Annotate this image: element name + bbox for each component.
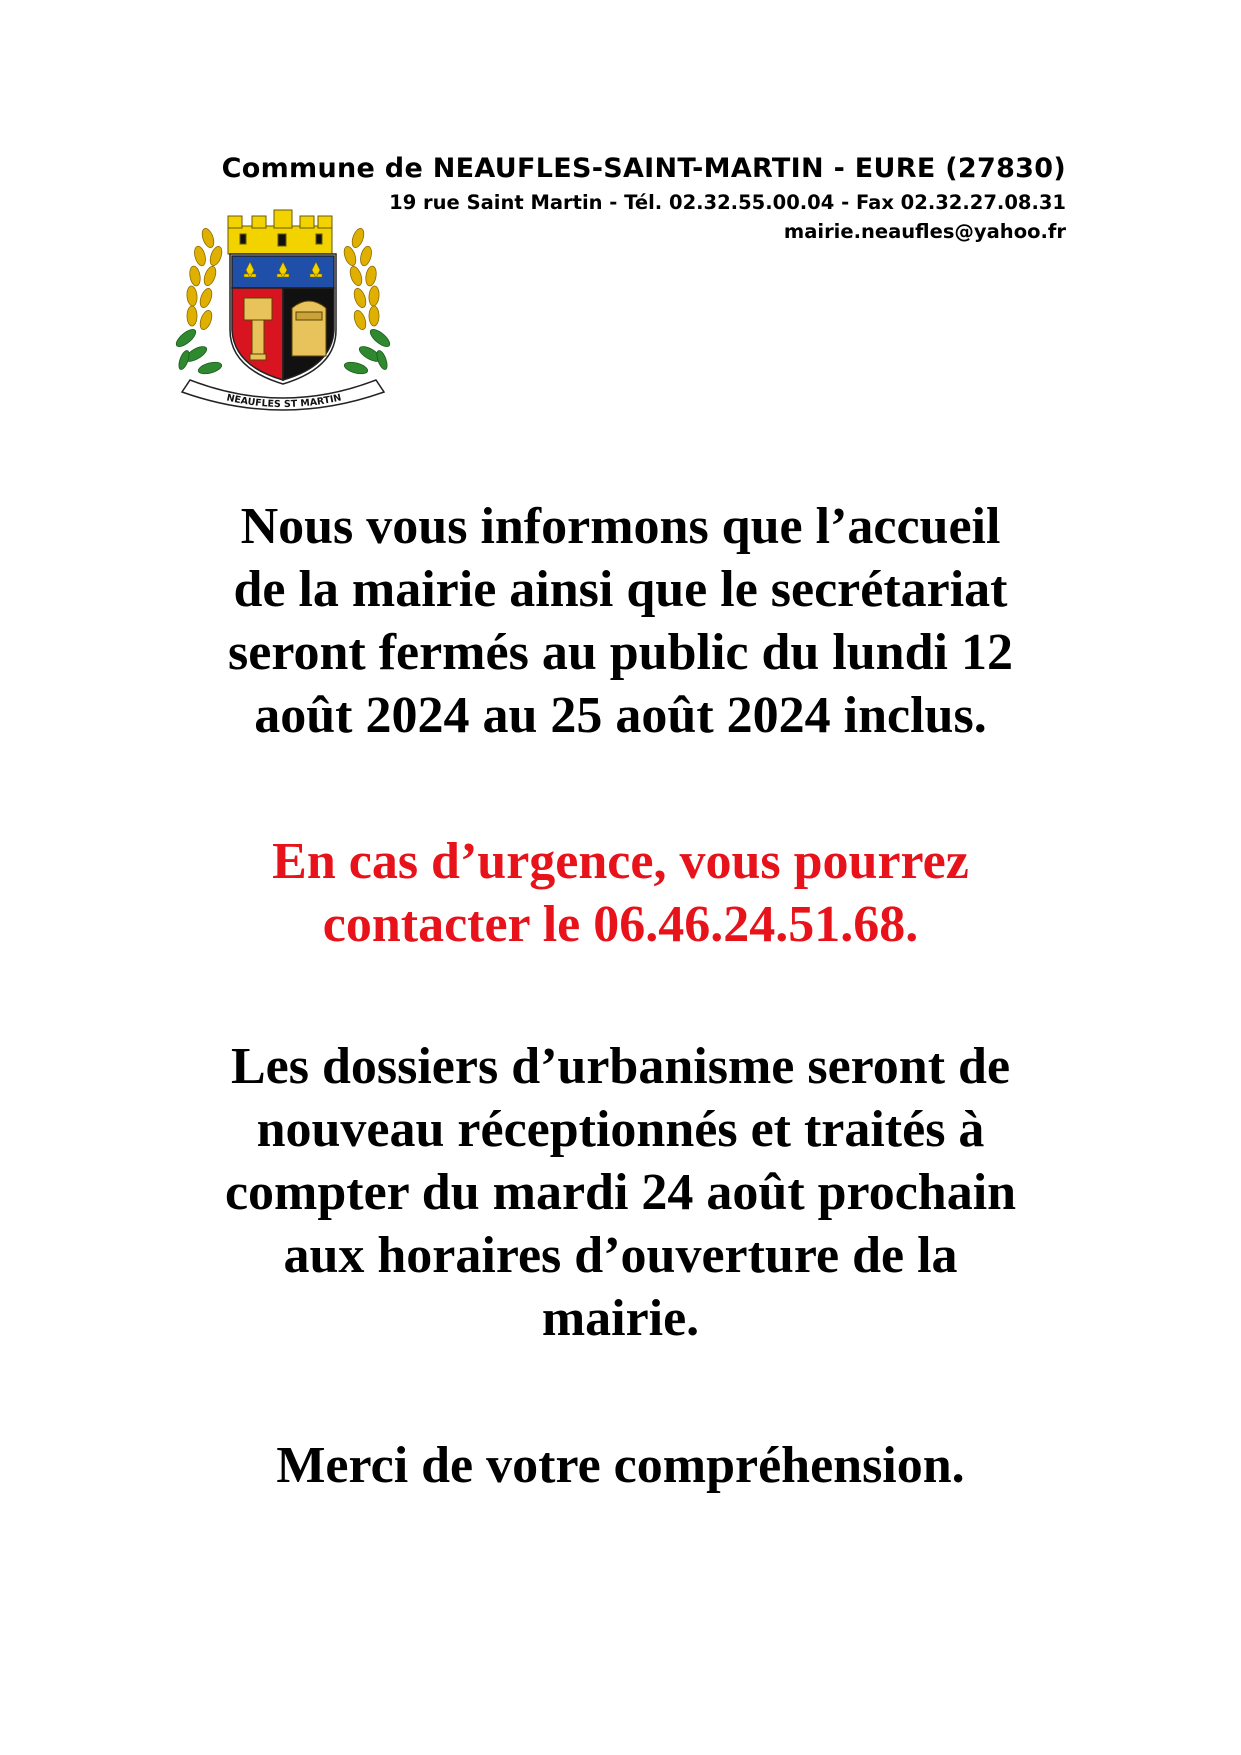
urbanism-notice xyxy=(0,1035,1241,1350)
coat-of-arms-icon xyxy=(170,208,398,420)
building xyxy=(292,301,326,356)
commune-name: Commune de NEAUFLES-SAINT-MARTIN - EURE (27830) xyxy=(221,153,1066,184)
announcement-line: de la mairie ainsi que le secrétariat xyxy=(233,561,1008,618)
announcement-line: seront fermés au public du lundi 12 xyxy=(228,624,1013,681)
urbanism-line: nouveau réceptionnés et traités à xyxy=(256,1101,985,1158)
urbanism-line: aux horaires d’ouverture de la xyxy=(283,1227,958,1284)
urbanism-line: mairie. xyxy=(541,1290,700,1347)
closing-thanks: Merci de votre compréhension. xyxy=(276,1437,965,1494)
crown xyxy=(228,210,332,254)
laurel-left xyxy=(174,326,223,375)
urbanism-line: Les dossiers d’urbanisme seront de xyxy=(230,1038,1011,1095)
emergency-line: contacter le 06.46.24.51.68. xyxy=(322,896,919,953)
wheat-left xyxy=(186,227,224,331)
wheat-right xyxy=(342,227,380,331)
announcement-line: août 2024 au 25 août 2024 inclus. xyxy=(254,687,987,744)
laurel-right xyxy=(343,326,392,375)
urbanism-line: compter du mardi 24 août prochain xyxy=(224,1164,1017,1221)
ribbon-label: NEAUFLES ST MARTIN xyxy=(225,392,343,411)
email-address: mairie.neaufles@yahoo.fr xyxy=(783,220,1066,243)
emergency-line: En cas d’urgence, vous pourrez xyxy=(272,833,969,890)
emergency-contact xyxy=(0,830,1241,956)
address-line: 19 rue Saint Martin - Tél. 02.32.55.00.04 - Fax 02.32.27.08.31 xyxy=(389,191,1066,214)
closure-announcement xyxy=(0,495,1241,747)
announcement-line: Nous vous informons que l’accueil xyxy=(240,498,1001,555)
